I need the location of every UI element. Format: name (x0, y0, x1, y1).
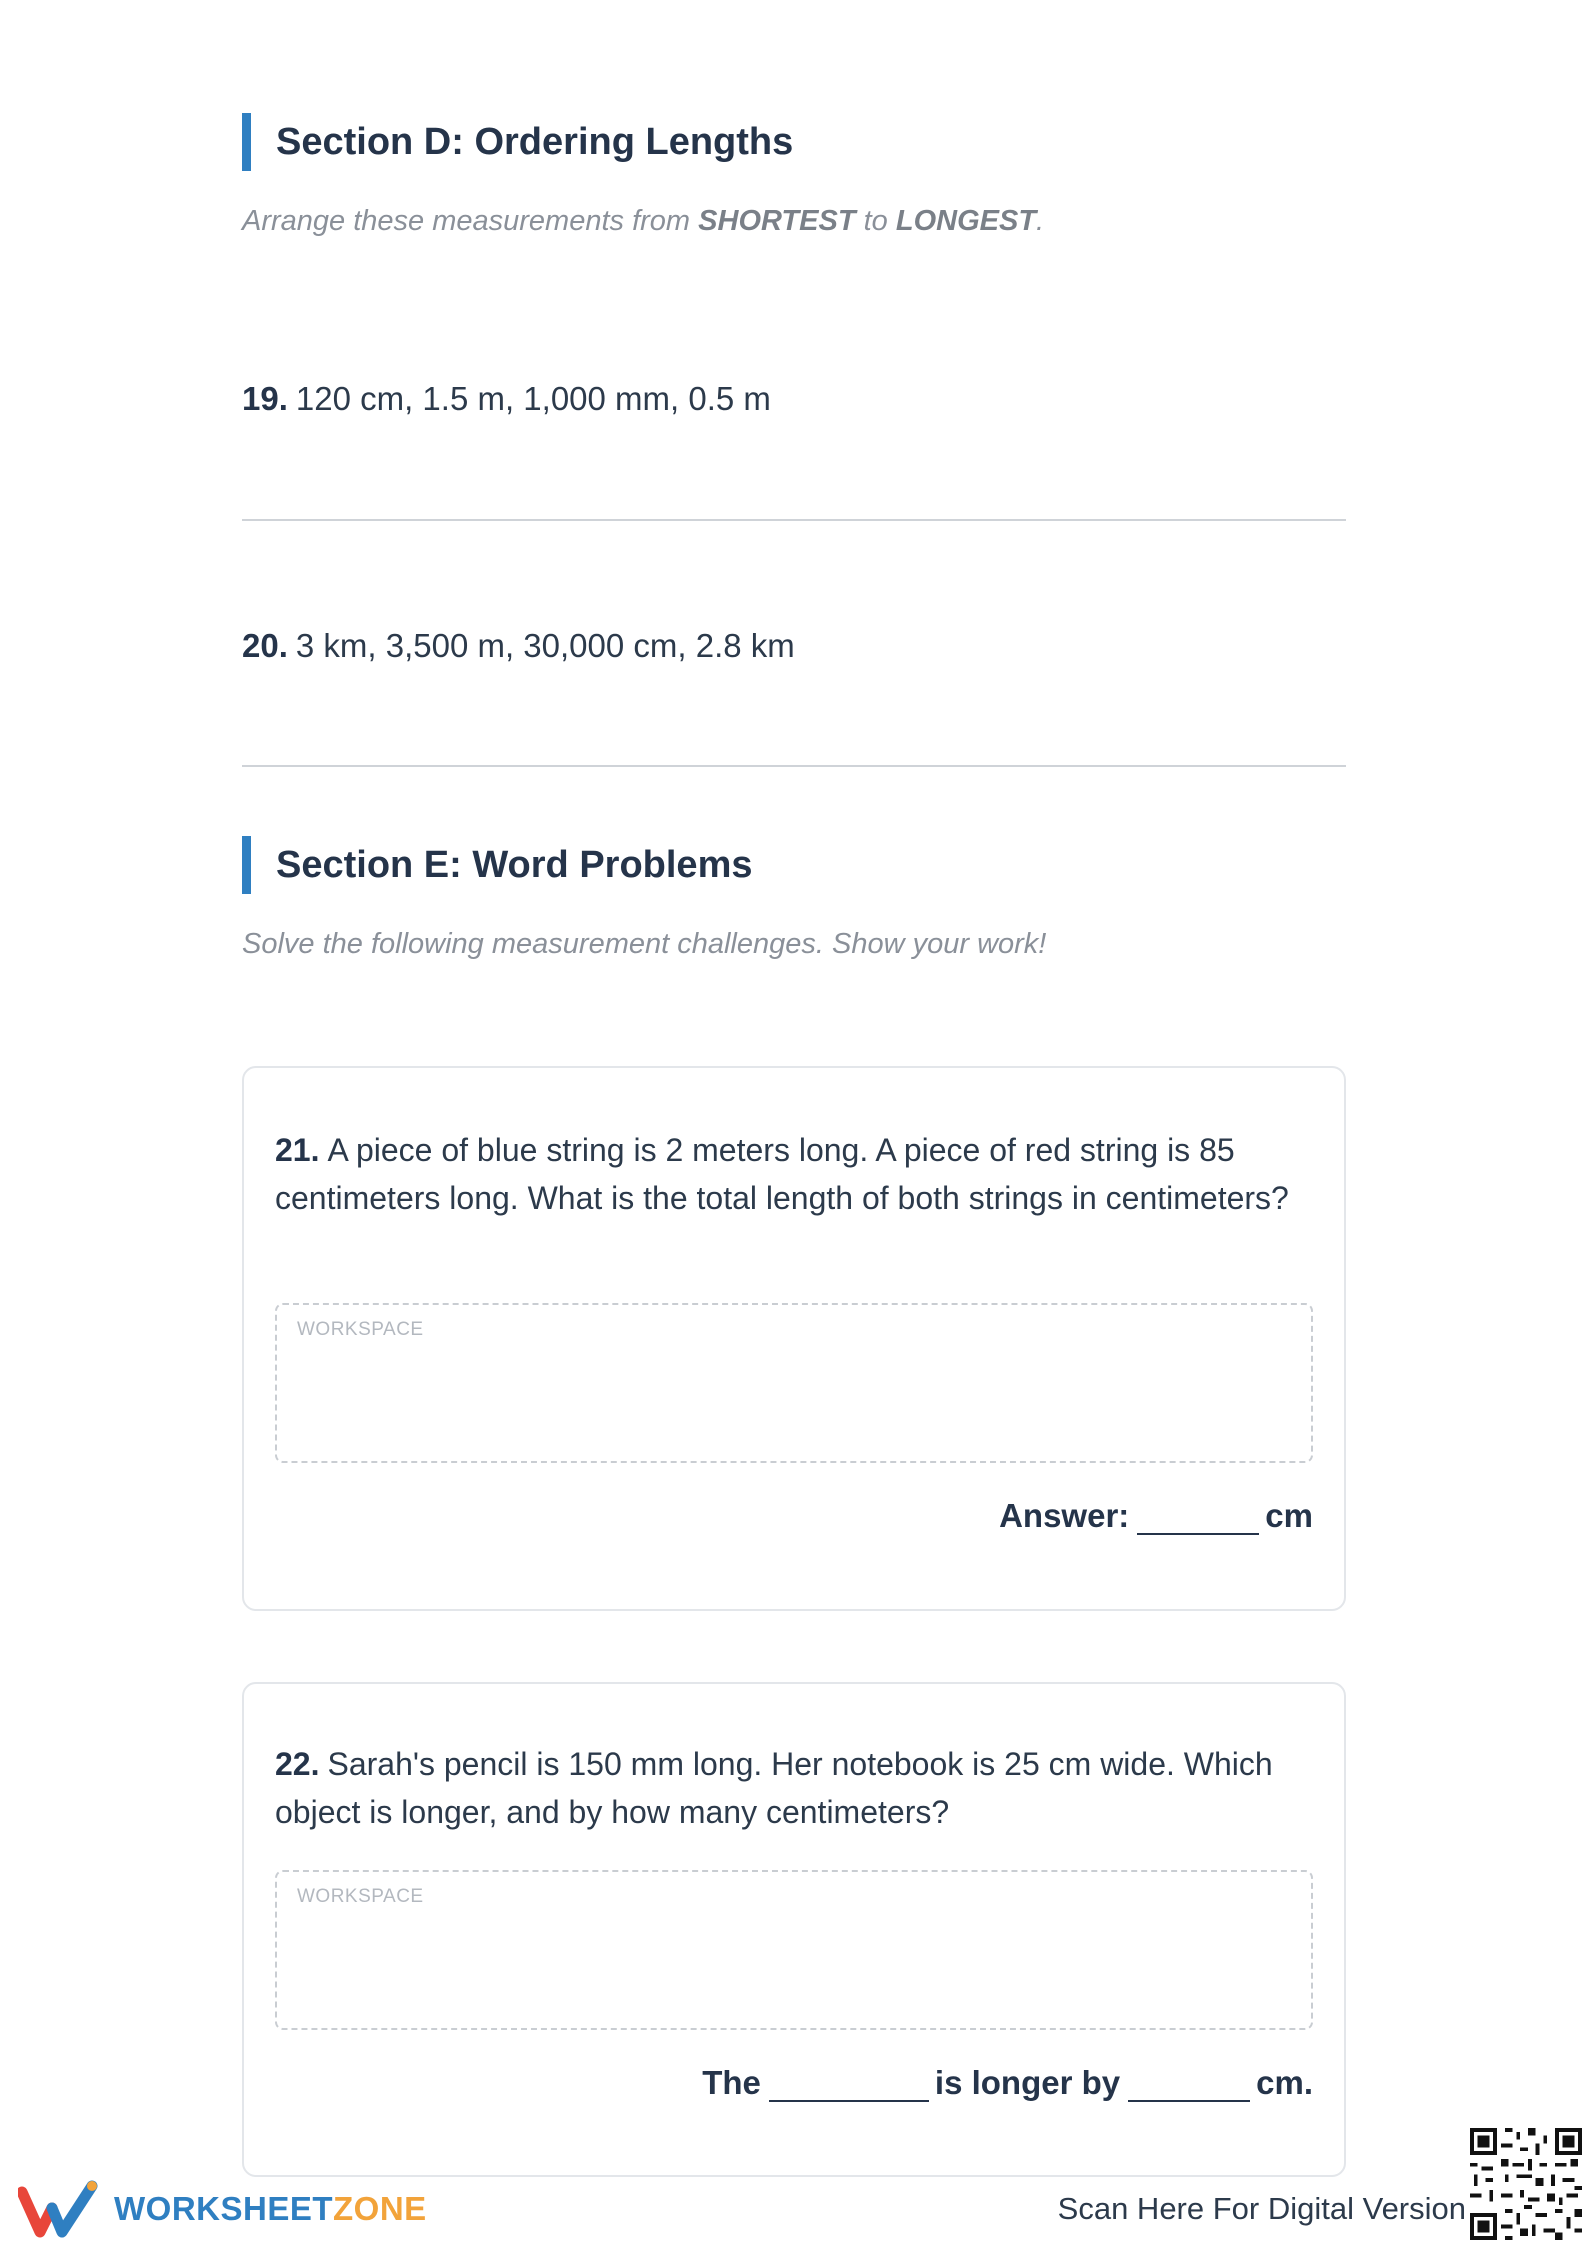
answer-unit: cm (1265, 1497, 1313, 1534)
question-text: 3 km, 3,500 m, 30,000 cm, 2.8 km (295, 627, 795, 664)
instruction-longest: LONGEST (895, 205, 1037, 237)
answer-row-22 (702, 2062, 1313, 2102)
problem-card-22 (242, 1682, 1346, 2177)
footer-brand (18, 2180, 427, 2238)
workspace-box-22[interactable] (275, 1870, 1313, 2030)
answer-unit: cm. (1256, 2064, 1313, 2101)
difference-blank[interactable] (1128, 2062, 1250, 2102)
qr-code-icon[interactable] (1470, 2128, 1582, 2240)
instruction-text: . (1036, 205, 1045, 237)
brand-part-zone: ZONE (333, 2190, 427, 2227)
workspace-label: WORKSPACE (297, 1319, 424, 1340)
answer-line-20[interactable] (242, 765, 1346, 767)
answer-pre: The (702, 2064, 761, 2101)
worksheetzone-w-logo-icon (18, 2180, 98, 2238)
problem-22-text (275, 1740, 1313, 1836)
section-d-instruction (242, 205, 1044, 238)
scan-caption: Scan Here For Digital Version (1057, 2191, 1466, 2226)
instruction-shortest: SHORTEST (698, 205, 856, 237)
question-text: A piece of blue string is 2 meters long. A piece of red string is 85 centimeters long. What is the total length of both strings in centimeters? (275, 1132, 1289, 1216)
problem-card-21 (242, 1066, 1346, 1611)
section-e-heading (242, 836, 752, 894)
brand-name (114, 2190, 427, 2228)
brand-part-worksheet: WORKSHEET (114, 2190, 333, 2227)
answer-row-21 (999, 1495, 1313, 1535)
answer-blank[interactable] (1137, 1495, 1259, 1535)
question-number: 22. (275, 1746, 320, 1782)
question-text: 120 cm, 1.5 m, 1,000 mm, 0.5 m (295, 380, 771, 417)
instruction-text: Arrange these measurements from (242, 205, 699, 237)
section-e-title: Section E: Word Problems (276, 843, 753, 886)
question-20 (242, 627, 795, 665)
instruction-text: to (855, 205, 896, 237)
question-number: 21. (275, 1132, 320, 1168)
answer-label: Answer: (999, 1497, 1130, 1534)
question-19 (242, 380, 771, 418)
question-number: 19. (242, 380, 288, 417)
problem-21-text (275, 1126, 1313, 1222)
answer-mid: is longer by (934, 2064, 1121, 2101)
workspace-label: WORKSPACE (297, 1886, 424, 1907)
workspace-box-21[interactable] (275, 1303, 1313, 1463)
section-e-instruction: Solve the following measurement challenges. Show your work! (242, 928, 1047, 960)
question-text: Sarah's pencil is 150 mm long. Her notebook is 25 cm wide. Which object is longer, and by how many centimeters? (275, 1746, 1273, 1830)
answer-line-19[interactable] (242, 519, 1346, 521)
section-d-title: Section D: Ordering Lengths (276, 120, 794, 163)
question-number: 20. (242, 627, 288, 664)
object-blank[interactable] (769, 2062, 929, 2102)
section-d-heading (242, 113, 793, 171)
